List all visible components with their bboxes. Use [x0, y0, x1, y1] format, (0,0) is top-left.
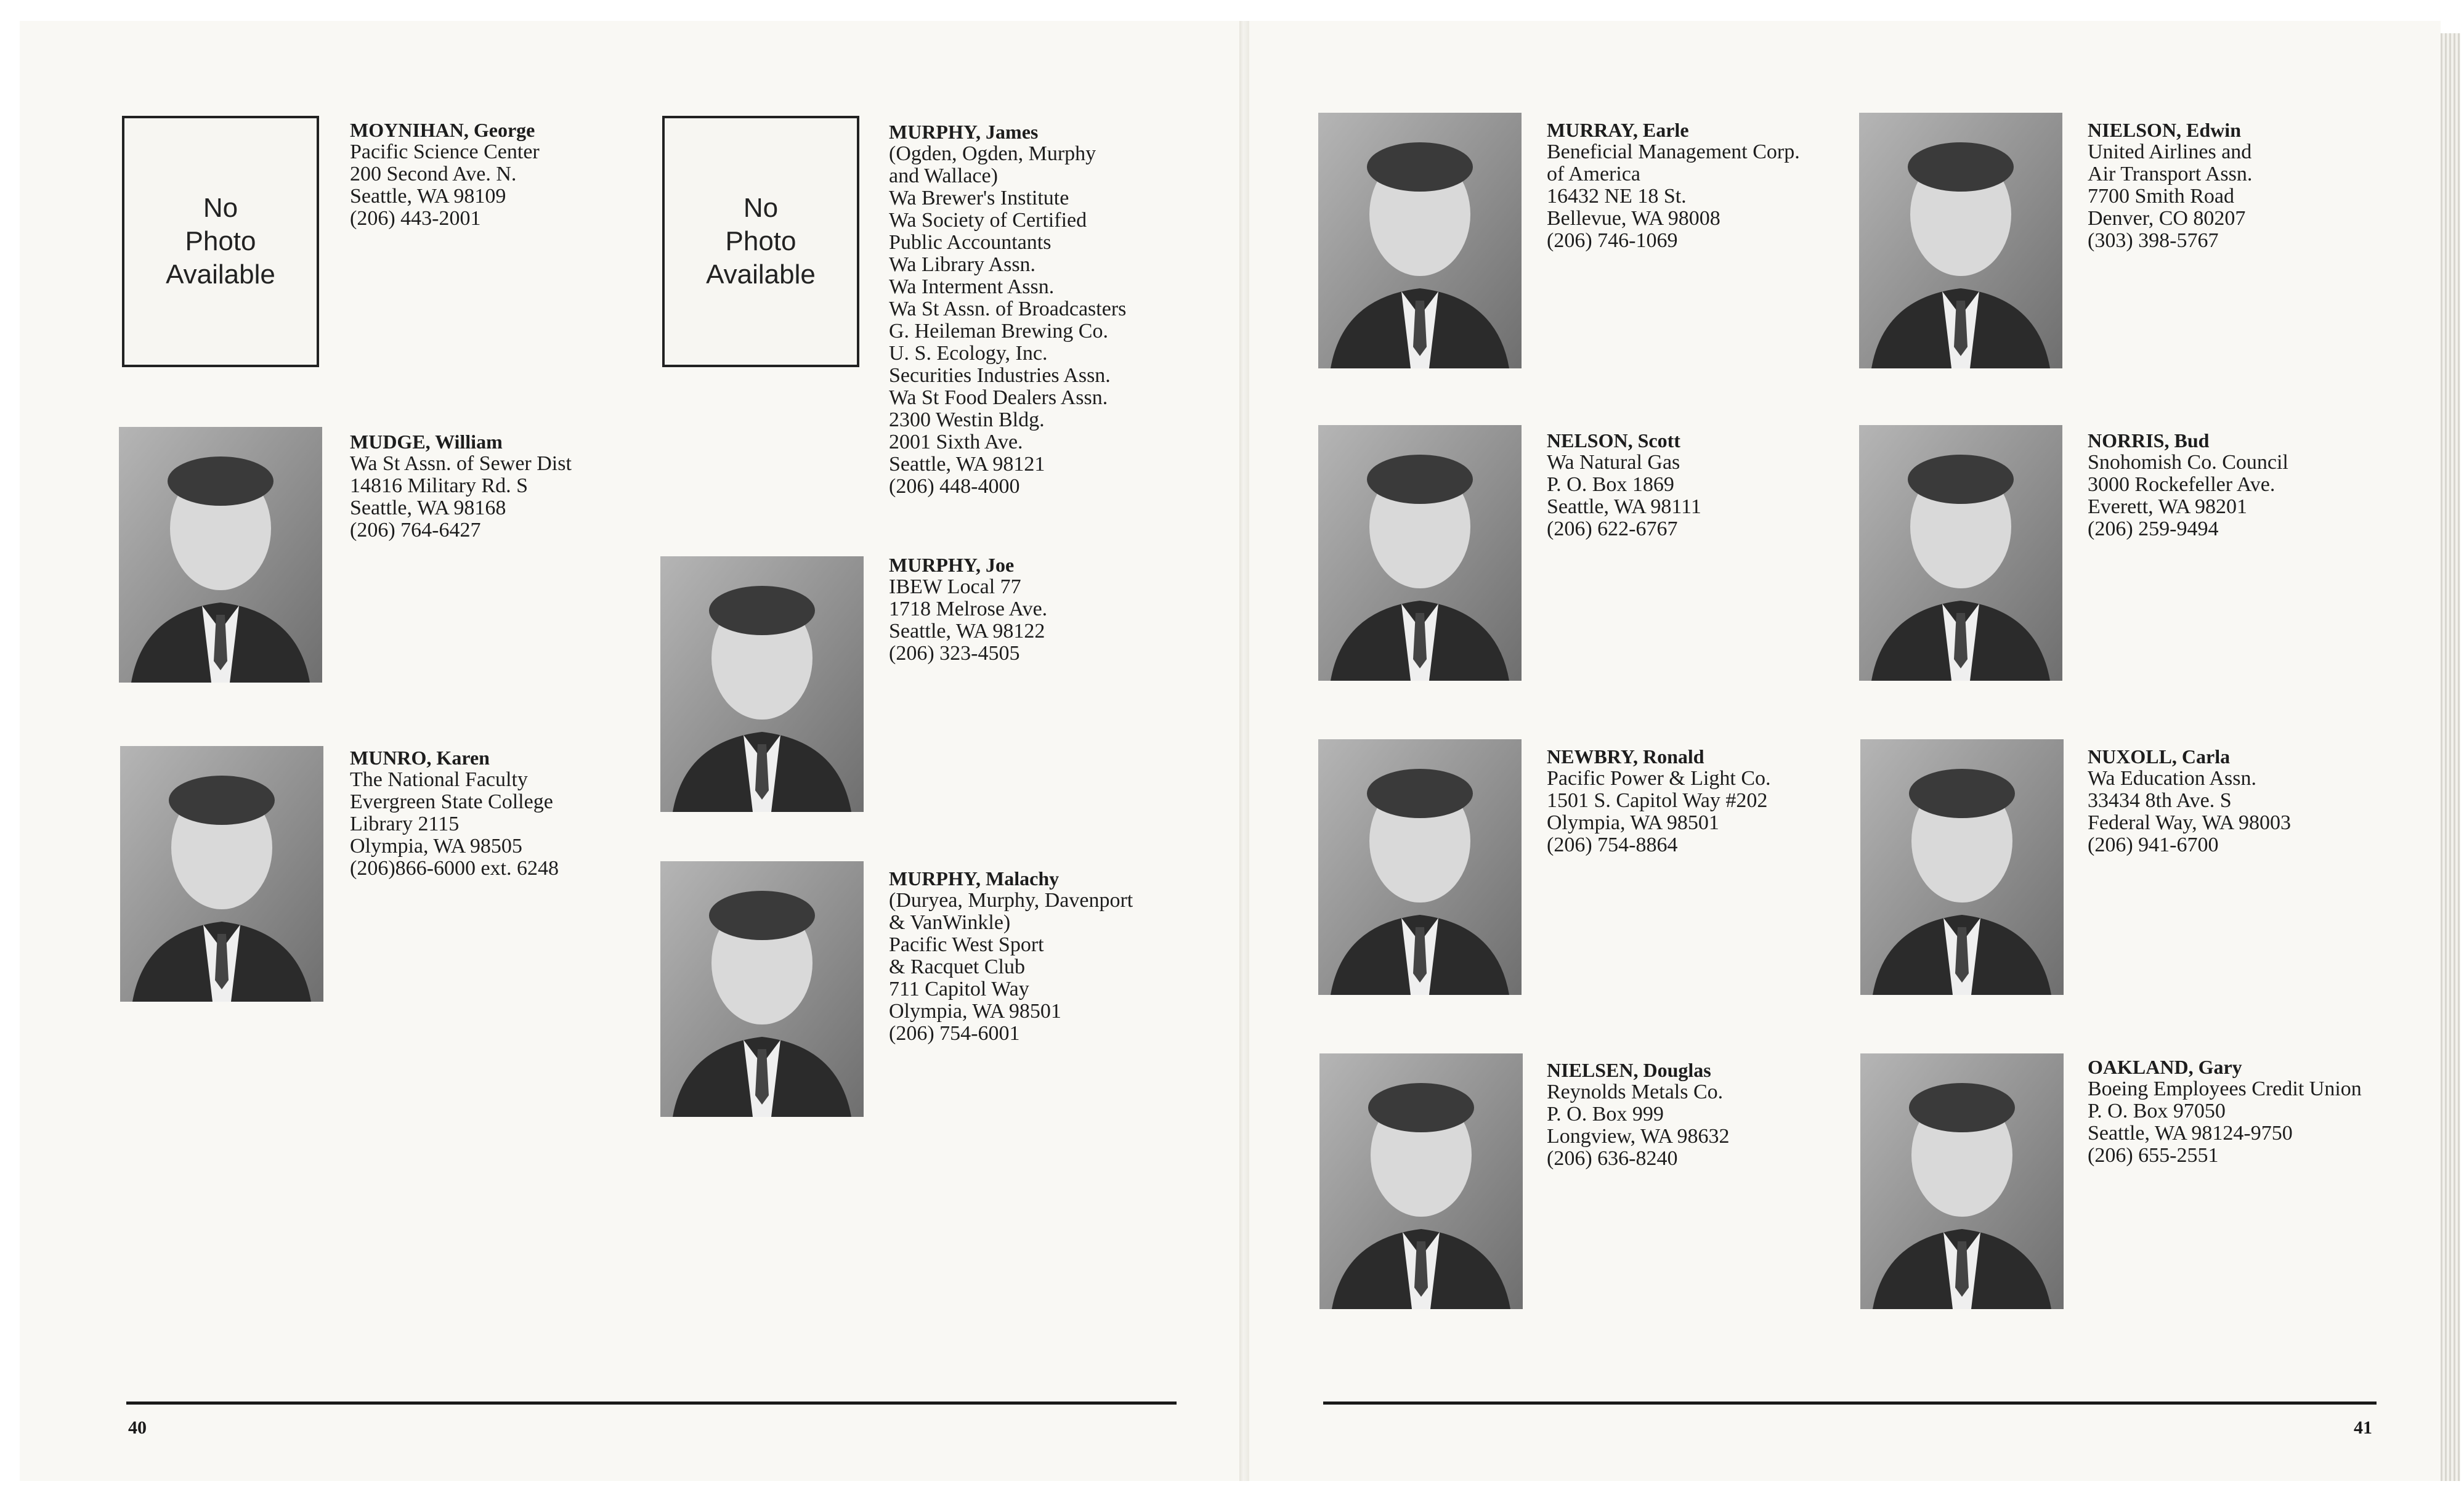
entry-line: 33434 8th Ave. S — [2088, 789, 2232, 812]
member-photo — [660, 861, 864, 1117]
entry-line: & Racquet Club — [889, 955, 1025, 978]
member-photo — [1859, 425, 2062, 681]
entry-line: 1718 Melrose Ave. — [889, 598, 1048, 620]
portrait-silhouette-icon — [1319, 1053, 1523, 1309]
portrait-silhouette-icon — [1860, 1053, 2064, 1309]
entry-line: Olympia, WA 98501 — [1547, 811, 1719, 834]
entry-line: Seattle, WA 98109 — [350, 185, 506, 208]
entry-line: Evergreen State College — [350, 790, 553, 813]
page-number-right: 41 — [2354, 1418, 2372, 1438]
entry-line: (206) 448-4000 — [889, 475, 1020, 498]
portrait-silhouette-icon — [1318, 425, 1522, 681]
member-photo — [1318, 739, 1522, 995]
member-photo — [1860, 1053, 2064, 1309]
entry-line: (206) 622-6767 — [1547, 517, 1678, 540]
member-name: NEWBRY, Ronald — [1547, 745, 1704, 768]
entry-line: Wa St Assn. of Broadcasters — [889, 298, 1127, 320]
directory-entry — [2088, 745, 2377, 856]
member-photo — [1319, 1053, 1523, 1309]
entry-line: Denver, CO 80207 — [2088, 207, 2246, 230]
entry-line: 2001 Sixth Ave. — [889, 431, 1023, 453]
member-name: MUNRO, Karen — [350, 747, 490, 769]
member-name: OAKLAND, Gary — [2088, 1056, 2242, 1078]
entry-line: of America — [1547, 163, 1640, 185]
directory-entry — [2088, 119, 2377, 252]
entry-line: Public Accountants — [889, 231, 1052, 254]
footer-rule-left — [126, 1402, 1177, 1405]
entry-line: 711 Capitol Way — [889, 978, 1029, 1000]
member-name: NELSON, Scott — [1547, 429, 1680, 452]
no-photo-text: Available — [706, 259, 816, 290]
member-photo — [1859, 113, 2062, 368]
directory-entry — [2088, 1056, 2377, 1167]
entry-line: Library 2115 — [350, 813, 460, 835]
footer-rule-right — [1323, 1402, 2377, 1405]
member-name: MURPHY, James — [889, 121, 1039, 143]
entry-line: Wa St Food Dealers Assn. — [889, 386, 1108, 409]
entry-line: (206) 323-4505 — [889, 642, 1020, 665]
portrait-silhouette-icon — [1859, 113, 2062, 368]
entry-line: Reynolds Metals Co. — [1547, 1081, 1724, 1103]
entry-line: Longview, WA 98632 — [1547, 1125, 1730, 1148]
book-gutter — [1239, 21, 1249, 1481]
entry-line: Air Transport Assn. — [2088, 163, 2253, 185]
entry-line: (206) 443-2001 — [350, 207, 481, 230]
entry-line: IBEW Local 77 — [889, 575, 1021, 598]
entry-line: Wa St Assn. of Sewer Dist — [350, 452, 572, 475]
entry-line: (206)866-6000 ext. 6248 — [350, 857, 559, 880]
entry-line: The National Faculty — [350, 768, 528, 791]
entry-line: (206) 746-1069 — [1547, 229, 1678, 252]
entry-line: Wa Natural Gas — [1547, 451, 1680, 474]
entry-line: P. O. Box 97050 — [2088, 1100, 2226, 1122]
entry-line: Boeing Employees Credit Union — [2088, 1077, 2362, 1100]
member-name: NORRIS, Bud — [2088, 429, 2210, 452]
entry-line: (206) 941-6700 — [2088, 834, 2219, 856]
member-photo — [1318, 425, 1522, 681]
entry-line: (206) 754-6001 — [889, 1022, 1020, 1045]
member-name: MURPHY, Malachy — [889, 867, 1060, 890]
no-photo-box — [662, 116, 859, 367]
entry-line: Wa Interment Assn. — [889, 275, 1055, 298]
entry-line: U. S. Ecology, Inc. — [889, 342, 1048, 365]
entry-line: (Ogden, Ogden, Murphy — [889, 142, 1096, 165]
member-name: MUDGE, William — [350, 431, 503, 453]
member-photo — [660, 556, 864, 812]
directory-entry — [1547, 429, 1836, 540]
entry-line: Wa Brewer's Institute — [889, 187, 1069, 209]
page-edges — [2441, 33, 2460, 1481]
directory-entry — [2088, 429, 2377, 540]
no-photo-text: Available — [166, 259, 275, 290]
portrait-silhouette-icon — [120, 746, 323, 1002]
no-photo-box — [122, 116, 319, 367]
entry-line: Seattle, WA 98124-9750 — [2088, 1122, 2293, 1145]
directory-entry — [1547, 745, 1836, 856]
entry-line: Seattle, WA 98122 — [889, 620, 1045, 643]
entry-line: P. O. Box 999 — [1547, 1103, 1664, 1126]
entry-line: Snohomish Co. Council — [2088, 451, 2288, 474]
entry-line: Wa Education Assn. — [2088, 767, 2256, 790]
entry-line: Pacific Science Center — [350, 140, 540, 163]
entry-line: (206) 655-2551 — [2088, 1144, 2219, 1167]
entry-line: Wa Society of Certified — [889, 209, 1087, 232]
entry-line: Seattle, WA 98121 — [889, 453, 1045, 476]
member-name: NIELSEN, Douglas — [1547, 1059, 1711, 1081]
entry-line: (206) 259-9494 — [2088, 517, 2219, 540]
no-photo-text: Photo — [185, 226, 256, 256]
entry-line: 200 Second Ave. N. — [350, 163, 517, 185]
entry-line: Bellevue, WA 98008 — [1547, 207, 1720, 230]
directory-entry — [350, 431, 639, 542]
entry-line: (303) 398-5767 — [2088, 229, 2219, 252]
entry-line: G. Heileman Brewing Co. — [889, 320, 1108, 343]
entry-line: 3000 Rockefeller Ave. — [2088, 473, 2276, 496]
entry-line: Seattle, WA 98111 — [1547, 495, 1701, 518]
entry-line: Wa Library Assn. — [889, 253, 1036, 276]
entry-line: (206) 764-6427 — [350, 519, 481, 542]
no-photo-text: Photo — [725, 226, 796, 256]
entry-line: Olympia, WA 98505 — [350, 835, 522, 858]
member-name: NIELSON, Edwin — [2088, 119, 2241, 141]
entry-line: and Wallace) — [889, 164, 998, 187]
directory-entry — [889, 867, 1178, 1045]
portrait-silhouette-icon — [119, 427, 322, 683]
entry-line: 2300 Westin Bldg. — [889, 408, 1045, 431]
no-photo-text: No — [203, 193, 238, 223]
directory-entry — [1547, 1059, 1836, 1170]
member-name: NUXOLL, Carla — [2088, 745, 2231, 768]
entry-line: Pacific West Sport — [889, 933, 1044, 956]
member-name: MOYNIHAN, George — [350, 119, 535, 141]
entry-line: (206) 754-8864 — [1547, 834, 1678, 856]
entry-line: 16432 NE 18 St. — [1547, 185, 1687, 208]
entry-line: Pacific Power & Light Co. — [1547, 767, 1771, 790]
directory-entry — [1547, 119, 1836, 252]
directory-entry — [889, 121, 1178, 498]
entry-line: Securities Industries Assn. — [889, 364, 1111, 387]
entry-line: (Duryea, Murphy, Davenport — [889, 889, 1133, 912]
member-photo — [119, 427, 322, 683]
entry-line: 14816 Military Rd. S — [350, 474, 529, 497]
entry-line: Olympia, WA 98501 — [889, 1000, 1061, 1023]
portrait-silhouette-icon — [1859, 425, 2062, 681]
member-photo — [120, 746, 323, 1002]
entry-line: Beneficial Management Corp. — [1547, 140, 1800, 163]
entry-line: United Airlines and — [2088, 140, 2252, 163]
member-photo — [1860, 739, 2064, 995]
entry-line: Federal Way, WA 98003 — [2088, 811, 2291, 834]
entry-line: (206) 636-8240 — [1547, 1147, 1678, 1170]
member-name: MURPHY, Joe — [889, 554, 1015, 576]
portrait-silhouette-icon — [660, 556, 864, 812]
entry-line: 7700 Smith Road — [2088, 185, 2235, 208]
portrait-silhouette-icon — [660, 861, 864, 1117]
entry-line: Seattle, WA 98168 — [350, 497, 506, 519]
directory-entry — [350, 747, 639, 880]
portrait-silhouette-icon — [1318, 113, 1522, 368]
entry-line: Everett, WA 98201 — [2088, 495, 2248, 518]
entry-line: & VanWinkle) — [889, 911, 1011, 934]
entry-line: 1501 S. Capitol Way #202 — [1547, 789, 1768, 812]
portrait-silhouette-icon — [1318, 739, 1522, 995]
directory-entry — [350, 119, 639, 230]
entry-line: P. O. Box 1869 — [1547, 473, 1674, 496]
portrait-silhouette-icon — [1860, 739, 2064, 995]
member-photo — [1318, 113, 1522, 368]
no-photo-text: No — [743, 193, 779, 223]
member-name: MURRAY, Earle — [1547, 119, 1689, 141]
directory-entry — [889, 554, 1178, 665]
page-number-left: 40 — [128, 1418, 147, 1438]
